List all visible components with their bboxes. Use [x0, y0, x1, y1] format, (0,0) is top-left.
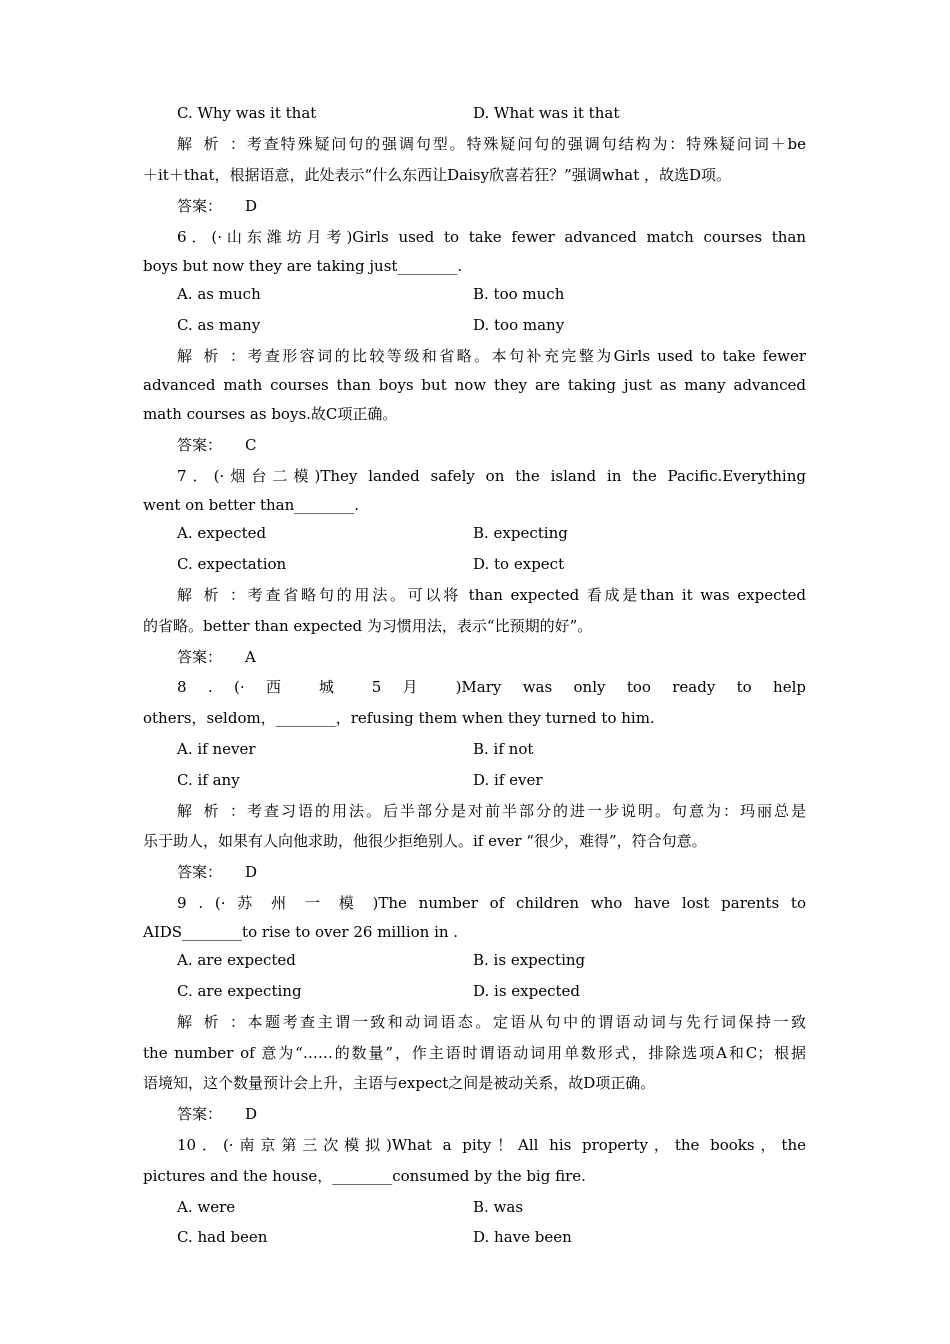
- answer-value: C: [245, 436, 257, 454]
- answer-label: 答案：: [177, 197, 223, 215]
- question-text: 10．(·南京第三次模拟)What a pity！All his property，the books，the: [177, 1136, 806, 1154]
- question-text: pictures and the house，________consumed by the big fire.: [143, 1167, 586, 1185]
- option-c: C. if any: [177, 771, 240, 789]
- answer-line: [177, 1104, 806, 1124]
- option-c: C. had been: [177, 1228, 268, 1246]
- option-d: D. too many: [473, 316, 565, 334]
- analysis-line: the number of 意为“……的数量”，作主语时谓语动词用单数形式，排除选项A和C；根据: [143, 1044, 806, 1062]
- option-a: A. were: [177, 1198, 236, 1216]
- option-b: B. expecting: [473, 524, 568, 542]
- analysis-label: 解析：: [177, 135, 245, 153]
- option-d: D. is expected: [473, 982, 581, 1000]
- option-a: A. are expected: [177, 951, 296, 969]
- analysis-label: 解析：: [177, 347, 245, 365]
- analysis-line: 语境知，这个数量预计会上升，主语与expect之间是被动关系，故D项正确。: [143, 1074, 656, 1092]
- answer-line: [177, 435, 806, 455]
- analysis-line: 解析：考查特殊疑问句的强调句型。特殊疑问句的强调句结构为：特殊疑问词＋be: [177, 135, 806, 153]
- option-c: C. as many: [177, 316, 261, 334]
- option-d: D. What was it that: [473, 104, 620, 122]
- answer-value: D: [245, 197, 258, 215]
- answer-line: [177, 647, 806, 667]
- analysis-line: 乐于助人，如果有人向他求助，他很少拒绝别人。if ever “很少，难得”，符合句意。: [143, 832, 707, 850]
- question-text: 9 . (· 苏 州 一 模 )The number of children who have lost parents to: [177, 894, 806, 912]
- option-b: B. is expecting: [473, 951, 586, 969]
- option-d: D. to expect: [473, 555, 565, 573]
- analysis-label: 解析：: [177, 802, 245, 820]
- answer-label: 答案：: [177, 648, 223, 666]
- analysis-label: 解析：: [177, 586, 245, 604]
- question-text: AIDS________to rise to over 26 million in .: [143, 923, 459, 941]
- analysis-line: math courses as boys.故C项正确。: [143, 405, 398, 423]
- analysis-line: 解析：考查形容词的比较等级和省略。本句补充完整为Girls used to take fewer: [177, 347, 806, 365]
- answer-label: 答案：: [177, 436, 223, 454]
- question-text: 6．(·山东潍坊月考)Girls used to take fewer advanced match courses than: [177, 228, 806, 246]
- option-c: C. expectation: [177, 555, 287, 573]
- option-b: B. too much: [473, 285, 565, 303]
- analysis-label: 解析：: [177, 1013, 245, 1031]
- question-text: boys but now they are taking just________.: [143, 257, 463, 275]
- question-text: went on better than________.: [143, 496, 360, 514]
- option-c: C. Why was it that: [177, 104, 317, 122]
- answer-value: D: [245, 1105, 258, 1123]
- analysis-line: 的省略。better than expected 为习惯用法，表示“比预期的好”。: [143, 617, 593, 635]
- analysis-line: 解析：本题考查主谓一致和动词语态。定语从句中的谓语动词与先行词保持一致: [177, 1013, 806, 1031]
- option-b: B. if not: [473, 740, 534, 758]
- option-c: C. are expecting: [177, 982, 302, 1000]
- analysis-line: 解析：考查省略句的用法。可以将 than expected 看成是than it was expected: [177, 586, 806, 604]
- answer-value: A: [245, 648, 256, 666]
- option-a: A. expected: [177, 524, 267, 542]
- answer-label: 答案：: [177, 863, 223, 881]
- option-d: D. if ever: [473, 771, 543, 789]
- question-text: 8 . (· 西 城 5 月 )Mary was only too ready to help: [177, 678, 806, 696]
- answer-line: [177, 196, 806, 216]
- analysis-line: 解析：考查习语的用法。后半部分是对前半部分的进一步说明。句意为：玛丽总是: [177, 802, 806, 820]
- answer-line: [177, 862, 806, 882]
- option-b: B. was: [473, 1198, 524, 1216]
- analysis-line: ＋it＋that，根据语意，此处表示“什么东西让Daisy欣喜若狂？”强调what ，故选D项。: [143, 166, 732, 184]
- question-text: 7．(·烟台二模)They landed safely on the island in the Pacific.Everything: [177, 467, 806, 485]
- answer-value: D: [245, 863, 258, 881]
- option-a: A. as much: [177, 285, 261, 303]
- analysis-line: advanced math courses than boys but now they are taking just as many advanced: [143, 376, 806, 394]
- question-text: others，seldom，________，refusing them when they turned to him.: [143, 709, 655, 727]
- answer-label: 答案：: [177, 1105, 223, 1123]
- option-d: D. have been: [473, 1228, 572, 1246]
- option-a: A. if never: [177, 740, 256, 758]
